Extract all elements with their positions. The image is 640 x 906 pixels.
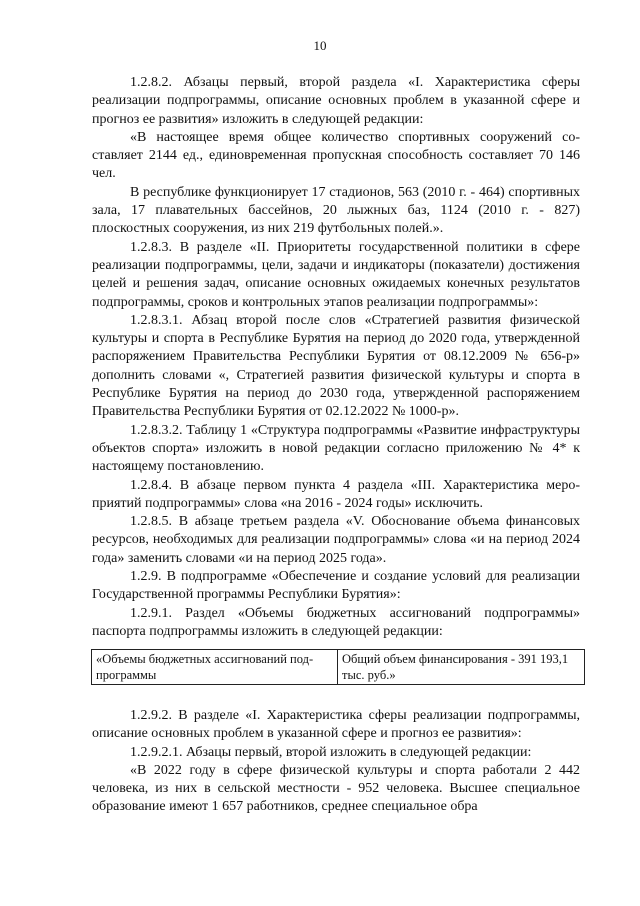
- text-block-top: [92, 74, 580, 641]
- table-row: [92, 650, 585, 685]
- paragraph: В республике функционирует 17 стадионов, 563 (2010 г. - 464) спортивных зала, 17 плавательных бассейнов, 20 лыжных баз, 1124 (2010 г. - 827) плоскостных сооружения, из них 219 футбольных полей.».: [92, 184, 580, 237]
- paragraph: 1.2.9. В подпрограмме «Обеспечение и создание условий для реализации Государственной программы Республики Бурятия»:: [92, 569, 580, 603]
- budget-table: [91, 649, 585, 685]
- paragraph: «В настоящее время общее количество спортивных сооружений составляет 2144 ед., единовременная пропускная способность составляет 70 146 чел.: [92, 129, 580, 182]
- paragraph: «В 2022 году в сфере физической культуры и спорта работали 2 442 человека, из них в сельской местности - 952 человека. Высшее специальное образование имеют 1 657 работников, среднее специальное обра: [92, 762, 580, 815]
- paragraph: 1.2.8.3. В разделе «II. Приоритеты государственной политики в сфере реализации подпрограммы, цели, задачи и индикаторы (показатели) достижения целей и решения задач, описание основных ожидаемых конечных результатов подпрограммы, сроков и контрольных этапов реализации подпрограммы»:: [92, 239, 580, 310]
- paragraph: 1.2.8.3.2. Таблицу 1 «Структура подпрограммы «Развитие инфраструктуры объектов спорта» изложить в новой редакции согласно приложению № 4* к настоящему постановлению.: [92, 422, 580, 475]
- paragraph: 1.2.8.5. В абзаце третьем раздела «V. Обоснование объема финансовых ресурсов, необходимых для реализации подпрограммы» слова «и на период 2024 года» заменить словами «и на период 2025 года».: [92, 514, 580, 566]
- text-block-bottom: [92, 707, 580, 817]
- paragraph: 1.2.9.2.1. Абзацы первый, второй изложить в следующей редакции:: [130, 744, 532, 760]
- paragraph: 1.2.8.2. Абзацы первый, второй раздела «I. Характеристика сферы реализации подпрограммы, описание основных проблем в указанной сфере и прогноз ее развития» изложить в следующей редакции:: [92, 75, 580, 127]
- paragraph: 1.2.9.2. В разделе «I. Характеристика сферы реализации подпрограммы, описание основных проблем в указанной сфере и прогноз ее развития»:: [92, 708, 580, 742]
- table-cell-label: «Объемы бюджетных ассигнований подпрограммы: [92, 650, 338, 685]
- page-number: 10: [313, 38, 327, 53]
- table-cell-value: Общий объем финансирования - 391 193,1 тыс. руб.»: [338, 650, 585, 685]
- paragraph: 1.2.9.1. Раздел «Объемы бюджетных ассигнований подпрограммы» паспорта подпрограммы изложить в следующей редакции:: [92, 605, 580, 639]
- paragraph: 1.2.8.4. В абзаце первом пункта 4 раздела «III. Характеристика мероприятий подпрограммы» слова «на 2016 - 2024 годы» исключить.: [92, 477, 580, 511]
- paragraph: 1.2.8.3.1. Абзац второй после слов «Стратегией развития физической культуры и спорта в Республике Бурятия на период до 2020 года, утвержденной распоряжением Правительства Республики Бурятия от 08.12.2009 № 656-р» дополнить словами «, Стратегией развития физической культуры и спорта в Республике Бурятия на период до 2030 года, утвержденной распоряжением Правительства Республики Бурятия от 02.12.2022 № 1000-р».: [92, 312, 580, 420]
